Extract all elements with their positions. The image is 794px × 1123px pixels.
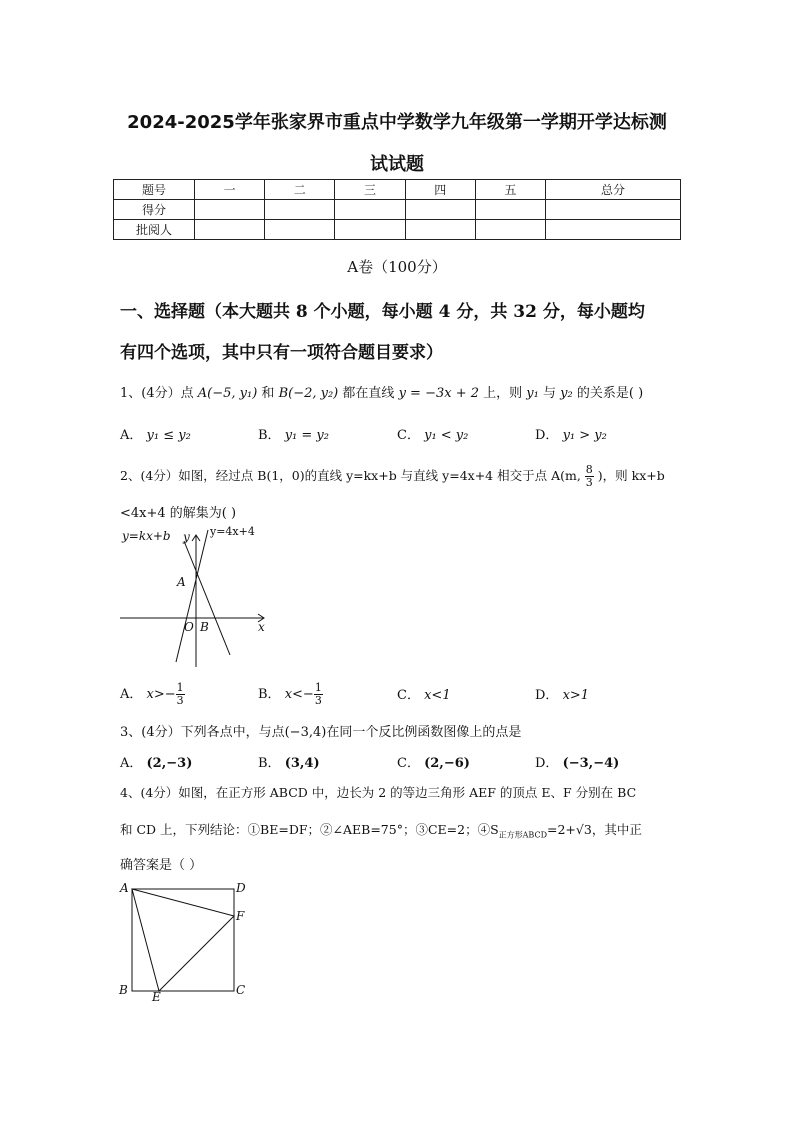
score-cell[interactable] <box>195 220 265 240</box>
score-cell[interactable] <box>475 200 545 220</box>
option-text: (3,4) <box>284 756 320 771</box>
q2-option-c[interactable] <box>397 684 451 703</box>
q1-text: 与 <box>543 386 557 401</box>
q2-option-b[interactable] <box>258 682 323 707</box>
q1-text: 1、(4分）点 <box>120 386 194 401</box>
q2-frac-den: 3 <box>585 476 593 489</box>
option-text: x>1 <box>562 688 590 703</box>
triangle-aef <box>132 889 234 991</box>
score-cell[interactable] <box>265 220 335 240</box>
option-text: y₁ ≤ y₂ <box>146 428 191 443</box>
score-header-cell: 题号 <box>114 180 195 200</box>
score-table-row <box>114 200 681 220</box>
q4-subscript: 正方形ABCD <box>498 830 547 840</box>
line-y-4x-plus-4 <box>176 530 208 662</box>
score-cell[interactable] <box>475 220 545 240</box>
line-y-kx-plus-b <box>184 541 230 655</box>
option-text: x>− <box>146 687 176 702</box>
label-x-axis: x <box>258 620 265 634</box>
question-3-stem: 3、(4分）下列各点中，与点(−3,4)在同一个反比例函数图像上的点是 <box>120 725 522 740</box>
label-y-kx-b: y=kx+b <box>122 529 171 543</box>
option-label: D． <box>535 688 559 703</box>
frac-num: 1 <box>314 681 322 694</box>
q4-text: ，其中正 <box>591 822 642 837</box>
square-abcd <box>132 889 234 991</box>
option-label: A． <box>120 687 143 702</box>
q1-option-b[interactable] <box>258 424 329 443</box>
option-label: D． <box>535 756 559 771</box>
score-table-header-row <box>114 180 681 200</box>
label-origin: O <box>184 620 194 634</box>
option-label: B． <box>258 687 281 702</box>
option-text: y₁ < y₂ <box>424 428 469 443</box>
q3-option-b[interactable] <box>258 752 320 771</box>
section-heading-line2: 有四个选项，其中只有一项符合题目要求） <box>120 343 443 363</box>
score-header-cell: 总分 <box>546 180 681 200</box>
score-cell[interactable] <box>335 200 405 220</box>
score-cell[interactable] <box>265 200 335 220</box>
score-row-label: 批阅人 <box>114 220 195 240</box>
frac-den: 3 <box>176 694 184 707</box>
option-label: D． <box>535 428 559 443</box>
q2-text: )，则 kx+b <box>597 468 665 483</box>
label-y-4x-4: y=4x+4 <box>210 525 255 538</box>
score-row-label: 得分 <box>114 200 195 220</box>
question-4-stem-line3: 确答案是（ ） <box>120 858 203 873</box>
option-text: y₁ > y₂ <box>562 428 607 443</box>
q1-point-b: B(−2, y₂) <box>278 386 339 401</box>
score-header-cell: 五 <box>475 180 545 200</box>
q1-text: 上，则 <box>483 386 523 401</box>
label-y-axis: y <box>183 530 190 544</box>
section-heading-line1: 一、选择题（本大题共 8 个小题，每小题 4 分，共 32 分，每小题均 <box>120 302 645 322</box>
question-4-stem-line1: 4、(4分）如图，在正方形 ABCD 中，边长为 2 的等边三角形 AEF 的顶点 E、F 分别在 BC <box>120 785 637 800</box>
q3-option-d[interactable] <box>535 752 619 771</box>
option-text: x<− <box>284 687 314 702</box>
option-text: (−3,−4) <box>562 756 620 771</box>
option-label: C． <box>397 756 420 771</box>
volume-heading: A卷（100分） <box>347 258 447 276</box>
q3-option-c[interactable] <box>397 752 470 771</box>
q2-graph-figure <box>118 525 278 670</box>
q1-y2: y₂ <box>560 386 573 401</box>
label-c: C <box>236 983 246 997</box>
q4-text: =2+ <box>546 822 576 837</box>
page-title-line2: 试试题 <box>370 154 424 175</box>
score-cell[interactable] <box>546 200 681 220</box>
q1-line-equation: y = −3x + 2 <box>398 386 479 401</box>
option-label: B． <box>258 756 281 771</box>
option-text: y₁ = y₂ <box>284 428 329 443</box>
frac-den: 3 <box>314 694 322 707</box>
label-a: A <box>120 881 129 895</box>
q1-text: 都在直线 <box>342 386 395 401</box>
q1-text: 和 <box>261 386 275 401</box>
label-point-b: B <box>200 620 209 634</box>
score-cell[interactable] <box>195 200 265 220</box>
q1-point-a: A(−5, y₁) <box>197 386 258 401</box>
score-header-cell: 二 <box>265 180 335 200</box>
q2-fraction <box>585 464 594 489</box>
score-cell[interactable] <box>546 220 681 240</box>
score-header-cell: 一 <box>195 180 265 200</box>
option-label: A． <box>120 428 143 443</box>
q3-option-a[interactable] <box>120 752 192 771</box>
q4-square-figure <box>116 878 256 1003</box>
page-title-line1: 2024-2025学年张家界市重点中学数学九年级第一学期开学达标测 <box>127 112 667 133</box>
q1-option-a[interactable] <box>120 424 191 443</box>
q2-text: 2、(4分）如图，经过点 B(1，0)的直线 y=kx+b 与直线 y=4x+4 相交于点 A(m, <box>120 468 581 483</box>
option-fraction <box>314 682 323 707</box>
option-label: A． <box>120 756 143 771</box>
option-text: x<1 <box>424 688 451 703</box>
question-2-stem-line1 <box>120 464 665 489</box>
q1-option-c[interactable] <box>397 424 468 443</box>
question-2-stem-line2: <4x+4 的解集为( ) <box>120 506 237 521</box>
q4-text: 和 CD 上，下列结论：①BE=DF；②∠AEB=75°；③CE=2；④S <box>120 822 499 837</box>
q2-option-a[interactable] <box>120 682 185 707</box>
option-text: (2,−3) <box>146 756 193 771</box>
score-cell[interactable] <box>335 220 405 240</box>
label-e: E <box>152 990 161 1003</box>
score-table <box>113 179 681 240</box>
frac-num: 1 <box>176 681 184 694</box>
option-label: C． <box>397 688 420 703</box>
label-f: F <box>236 909 245 923</box>
question-4-stem-line2 <box>120 820 642 841</box>
q1-option-d[interactable] <box>535 424 607 443</box>
q1-y1: y₁ <box>526 386 539 401</box>
score-cell[interactable] <box>405 220 475 240</box>
q1-text: 的关系是( ) <box>576 386 644 401</box>
score-cell[interactable] <box>405 200 475 220</box>
option-fraction <box>176 682 185 707</box>
option-label: B． <box>258 428 281 443</box>
option-label: C． <box>397 428 420 443</box>
label-b: B <box>119 983 128 997</box>
option-text: (2,−6) <box>424 756 470 771</box>
question-1-stem <box>120 382 643 401</box>
score-header-cell: 三 <box>335 180 405 200</box>
score-table-row <box>114 220 681 240</box>
q2-frac-num: 8 <box>585 463 593 476</box>
label-d: D <box>236 881 246 895</box>
q2-option-d[interactable] <box>535 684 589 703</box>
label-point-a: A <box>177 575 186 589</box>
score-header-cell: 四 <box>405 180 475 200</box>
q4-sqrt: √3 <box>575 822 592 837</box>
